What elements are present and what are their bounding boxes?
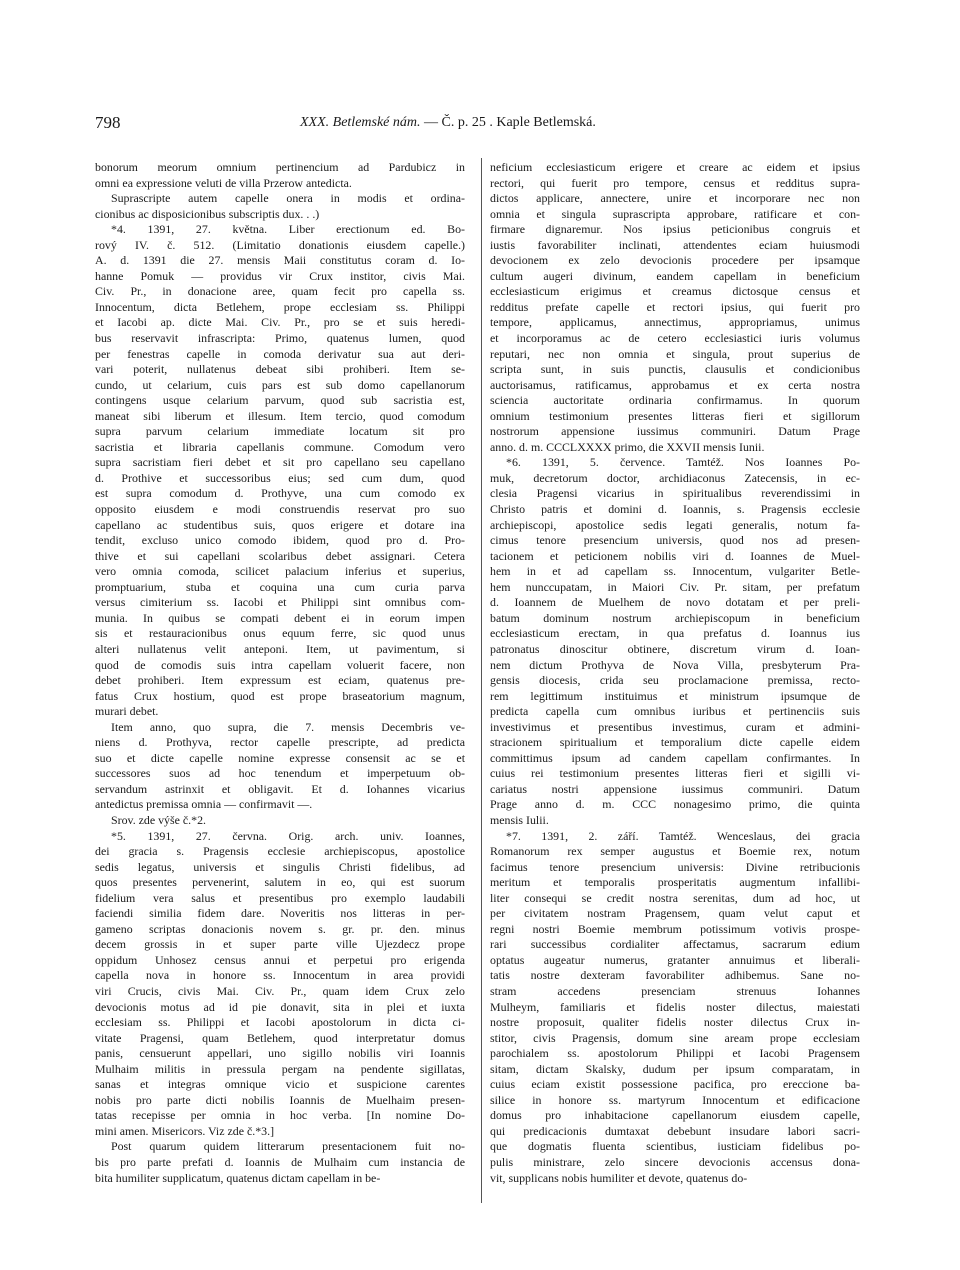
text-line: capellano ac studentibus suis, quos erigere et dotare ina <box>95 517 465 532</box>
text-line: Innocentum, dicta Betlehem, prope ecclesiam ss. Philippi <box>95 299 465 314</box>
text-line: ecclesiasticum erigimus et creamus dictosque census et <box>490 284 860 299</box>
text-line: oppidum Unhosez census annui et perpetui pro erigenda <box>95 952 465 967</box>
left-column <box>95 160 465 1186</box>
text-line: dictos applicare, annectere, unire et incorporare nec non <box>490 191 860 206</box>
text-line: gameno scriptas donacionis novem s. gr. pr. den. minus <box>95 921 465 936</box>
text-line: archiepiscopi, apostolice sedis legati generalis, notum fa- <box>490 517 860 532</box>
text-line: A. d. 1391 die 27. mensis Maii constitutus coram d. Io- <box>95 253 465 268</box>
text-line: dei gracia s. Pragensis ecclesie archiepiscopus, apostolice <box>95 844 465 859</box>
text-line: decem grossis in et super parte ville Ujezdecz prope <box>95 937 465 952</box>
text-line: clesia Pragensi vicarius in spiritualibus reverendissimi in <box>490 486 860 501</box>
text-line: supra sacristiam fieri debet et sit pro capellano seu capellano <box>95 455 465 470</box>
text-line: alteri nullatenus velit anteponi. Item, ut pavimentum, si <box>95 641 465 656</box>
text-line: debet prohiberi. Item expressum est eciam, quatenus pre- <box>95 673 465 688</box>
running-head <box>95 113 865 137</box>
text-line: sacristia et libraria capellanis commune. Comodum vero <box>95 439 465 454</box>
text-line: sedis legatus, universis et singulis Christi fidelibus, ad <box>95 859 465 874</box>
text-line: domus pro inhabitacione capellanorum eiusdem capelle, <box>490 1108 860 1123</box>
text-line: tatas recepisse per omnia in hoc verba. [In nomine Do- <box>95 1108 465 1123</box>
text-line: suo et dicte capelle nomine expresse consensit ac se et <box>95 750 465 765</box>
text-line: mensis Iulii. <box>490 812 549 827</box>
text-line: et incorporamus ac de cetero ecclesiastici iuris volumus <box>490 331 860 346</box>
text-line: antedictus premissa omnia — confirmavit —. <box>95 797 313 812</box>
paragraph <box>95 1139 465 1186</box>
text-line: tacionem et peticionem nobilis viri d. Ioannes de Muel- <box>490 548 860 563</box>
text-line: *7. 1391, 2. září. Tamtéž. Wenceslaus, dei gracia <box>506 828 860 843</box>
text-line: *4. 1391, 27. května. Liber erectionum ed. Bo- <box>111 222 465 237</box>
text-line: rari successibus cordialiter affectamus, sacrarum edium <box>490 937 860 952</box>
text-line: patronatus dinoscitur obtinere, discretum virum d. Ioan- <box>490 641 860 656</box>
text-line: cuius eciam existit possessione pacifica, pro ereccione ba- <box>490 1077 860 1092</box>
text-line: bis pro parte prefati d. Ioannis de Mulhaim cum instancia de <box>95 1155 465 1169</box>
paragraph <box>95 191 465 222</box>
text-line: facimus tenore presencium universis: Divine retribucionis <box>490 859 860 874</box>
text-line: investivimus et presentibus investimus, curam et admini- <box>490 719 860 734</box>
text-line: stitor, civis Pragensis, domum sine aream prope ecclesiam <box>490 1030 860 1045</box>
text-line: qui predicacionis dumtaxat debebunt insudare labori sacri- <box>490 1123 860 1138</box>
column-divider <box>481 158 482 1203</box>
text-line: omnia et singula suprascripta approbare, ratificare et con- <box>490 206 860 221</box>
running-title-italic: XXX. Betlemské nám. <box>300 115 421 130</box>
text-line: hem in et ad capellam ss. Innocentum, vulgariter Betle- <box>490 564 860 579</box>
text-line: successores suos ad hoc tenendum et imperpetuum ob- <box>95 766 465 781</box>
text-line: liter consequi se credit nostra serenitas, dum ad hoc, ut <box>490 890 860 905</box>
text-line: ecclesiam ss. Philippi et Iacobi apostolorum in dicta ci- <box>95 1015 465 1030</box>
text-line: sis et restauracionibus onus equum ferre, sic quod unus <box>95 626 465 641</box>
text-line: d. Ioannem de Muelhem de novo dotatam et per preli- <box>490 595 860 610</box>
text-line: panis, censuerunt appellari, uno sigillo nobilis viri Ioannis <box>95 1046 465 1061</box>
text-line: tempore, applicamus, annectimus, appropriamus, unimus <box>490 315 860 330</box>
paragraph <box>95 829 465 1140</box>
text-line: per fenestras capelle in comoda derivatur sua aut deri- <box>95 346 465 361</box>
paragraph <box>490 160 860 455</box>
text-line: faciendi similia fidem dare. Noveritis nos litteras in per- <box>95 906 465 921</box>
text-line: auctorisamus, ratificamus, approbamus et ex certa nostra <box>490 377 860 392</box>
text-line: maneat sibi liberum et illesum. Item tercio, quod comodum <box>95 408 465 423</box>
text-line: rectori, qui fuerit pro tempore, census et redditus supra- <box>490 175 860 190</box>
text-line: committimus ipsum ad candem capellam confirmantes. In <box>490 750 860 765</box>
text-line: bonorum meorum omnium pertinencium ad Pardubicz in <box>95 160 465 174</box>
text-line: bus reservavit infrascripta: Primo, quatenus lumen, quod <box>95 331 465 346</box>
text-line: vitate Pragensi, quam Betlehem, quod interpretatur domus <box>95 1030 465 1045</box>
text-line: tatis nostre dexteram favorabiliter adhibemus. Sane no- <box>490 968 860 983</box>
running-title-rest: — Č. p. 25 . Kaple Betlemská. <box>420 115 596 130</box>
text-line: omnium testimonium presentes litteras fieri et sigillorum <box>490 408 860 423</box>
text-line: scripta sunt, in suis punctis, clausulis et condicionibus <box>490 362 860 377</box>
text-line: et Iacobi ap. dicte Mai. Civ. Pr., pro se et suis heredi- <box>95 315 465 330</box>
text-line: mini amen. Misericors. Viz zde č.*3.] <box>95 1123 275 1138</box>
text-line: contingens usque celarium parvum, quod sub sacristia est, <box>95 393 465 408</box>
text-line: cionibus ac disposicionibus subscriptis dux. . .) <box>95 206 320 221</box>
text-line: hanne Pomuk — providus vir Crux institor, civis Mai. <box>95 268 465 283</box>
text-line: vit, supplicans nobis humiliter et devote, quatenus do- <box>490 1170 748 1185</box>
text-line: per civitatem nostram Pragensem, quam velut caput et <box>490 906 860 921</box>
text-line: devocionis motus ad id pie donavit, sita in plei et iuxta <box>95 999 465 1014</box>
text-line: cuius rei testimonium presentes litteras fieri et sigilli vi- <box>490 766 860 781</box>
text-line: Civ. Pr., in donacione aree, quam fecit pro capella ss. <box>95 284 465 299</box>
text-line: iustis favorabiliter inclinati, attendentes eciam huiusmodi <box>490 237 860 252</box>
text-line: rový IV. č. 512. (Limitatio donationis eiusdem capelle.) <box>95 237 465 252</box>
text-line: batum dominum nostrum archiepiscopum in beneficium <box>490 610 860 625</box>
text-line: rem legittimum instituimus et ministrum ipsumque de <box>490 688 860 703</box>
page-number: 798 <box>95 113 121 132</box>
text-line: promptuarium, stuba et coquina una cum curia parva <box>95 579 465 594</box>
text-line: nobis pro parte dicti nobilis Ioannis de Muelhaim presen- <box>95 1092 465 1107</box>
text-line: Post quarum quidem litterarum presentacionem fuit no- <box>111 1139 465 1154</box>
paragraph <box>95 720 465 813</box>
text-line: stracionem spiritualium et temporalium dicte capelle eidem <box>490 735 860 750</box>
paragraph <box>95 813 465 829</box>
text-line: cimus tenore presencium universis, quod nos ad presen- <box>490 533 860 548</box>
text-line: fatus Crux hostium, quod est prope braseatorium magnum, <box>95 688 465 703</box>
text-line: silice in honore ss. martyrum Innocentum et edificacione <box>490 1092 860 1107</box>
text-line: quos presentes pervenerint, salutem in eo, qui est suorum <box>95 875 465 890</box>
right-column <box>490 160 860 1186</box>
text-line: firmare dignaremur. Nos ipsius peticionibus congruis et <box>490 222 860 237</box>
text-line: Romanorum rex semper augustus et Boemie rex, notum <box>490 844 860 859</box>
text-line: muk, decretorum doctor, archidiaconus Zatecensis, in ec- <box>490 470 860 485</box>
text-line: gensis diocesis, crida seu proclamacione premissa, recto- <box>490 673 860 688</box>
paragraph <box>490 455 860 828</box>
text-line: hem nunccupatam, in Maiori Civ. Pr. sitam, per prefatum <box>490 579 860 594</box>
text-line: fidelium vera salus et presentibus pro exemplo laudabili <box>95 890 465 905</box>
paragraph <box>490 829 860 1187</box>
text-line: sciencia auctoritate ordinaria confirmamus. In quorum <box>490 393 860 408</box>
text-line: optatus augeatur numerus, gratanter annuimus et liberali- <box>490 952 860 967</box>
text-line: quod de comodis suis intra capellam voluerit facere, non <box>95 657 465 672</box>
paragraph <box>95 222 465 720</box>
text-line: devocionem ex zelo devocionis procedere per ipsamque <box>490 253 860 268</box>
text-line: servandum astrinxit et obligavit. Et d. Iohannes vicarius <box>95 781 465 796</box>
text-line: anno. d. m. CCCLXXXX primo, die XXVII mensis Iunii. <box>490 439 765 454</box>
text-line: Mulhaim militis in pressula pergam na pendente sigillatas, <box>95 1061 465 1076</box>
paragraph <box>95 160 465 191</box>
text-line: Srov. zde výše č.*2. <box>111 812 206 827</box>
text-line: Mulheym, familiaris et fidelis noster dilectus, maiestati <box>490 999 860 1014</box>
text-line: viri Crucis, civis Mai. Civ. Pr., quam idem Crux zelo <box>95 983 465 998</box>
text-line: meritum et temporalis prosperitatis augmentum infallibi- <box>490 875 860 890</box>
text-line: que dogmatis fluenta scientibus, iusticiam fidelibus po- <box>490 1139 860 1154</box>
text-line: versus cimiterium ss. Iacobi et Philippi sint omnibus com- <box>95 595 465 610</box>
text-line: predicta capella cum omnibus iuribus et pertinenciis suis <box>490 704 860 719</box>
text-line: bita humiliter supplicatum, quatenus dictam capellam in be- <box>95 1170 381 1185</box>
text-line: Item anno, quo supra, die 7. mensis Decembris ve- <box>111 719 465 734</box>
text-line: est supra comodum d. Prothyve, una cum comodo ex <box>95 486 465 501</box>
text-line: sitam, dictam Skalsky, dudum per ipsum comparatam, in <box>490 1061 860 1076</box>
text-line: parochialem ss. apostolorum Philippi et Iacobi Pragensem <box>490 1046 860 1061</box>
text-line: d. Prothive et successoribus eius; sed cum dum, quod <box>95 470 465 485</box>
text-line: cultum augeri divinum, eandem capellam in beneficium <box>490 268 860 283</box>
text-line: munia. In quibus se compati debent ei in eorum impen <box>95 610 465 625</box>
text-line: murari debet. <box>95 704 159 719</box>
text-line: ecclesiasticum erectam, in qua prefatus d. Ioannus ius <box>490 626 860 641</box>
text-line: Christo patris et domini d. Ioannis, s. Pragensis ecclesie <box>490 502 860 517</box>
text-line: reputari, nec non omnia et singula, prout superius de <box>490 346 860 361</box>
text-line: nem dictum Prothyva de Nova Villa, presbyterum Pra- <box>490 657 860 672</box>
text-line: regni nostri Boemie membrum potissimum votivis prospe- <box>490 921 860 936</box>
text-line: pulis ministrare, zelo sincere devocionis accensus dona- <box>490 1155 860 1169</box>
text-line: supra parvum celarium immediate locatum sit pro <box>95 424 465 439</box>
running-title <box>300 115 596 131</box>
text-line: stram accedens presenciam strenuus Iohannes <box>490 983 860 998</box>
text-line: *5. 1391, 27. června. Orig. arch. univ. Ioannes, <box>111 828 465 843</box>
text-line: neficium ecclesiasticum erigere et creare ac eidem et ipsius <box>490 160 860 174</box>
text-line: *6. 1391, 5. července. Tamtéž. Nos Ioannes Po- <box>506 455 860 470</box>
text-line: niens d. Prothyva, rector capelle prescripte, ad predicta <box>95 735 465 750</box>
text-line: nostre proposuit, qualiter fidelis noster dilectus Crux in- <box>490 1015 860 1030</box>
text-line: Suprascripte autem capelle onera in modis et ordina- <box>111 191 465 206</box>
text-line: nostrorum appensione iussimus communiri. Datum Prage <box>490 424 860 439</box>
text-line: cariatus nostri appensione iussimus communiri. Datum <box>490 781 860 796</box>
text-line: vero omnia comoda, scilicet palacium inferius et superius, <box>95 564 465 579</box>
text-line: redditus prefate capelle et rectori ipsius, qui fuerit pro <box>490 299 860 314</box>
text-line: tendit, excluso unico comodo ibidem, quod pro d. Pro- <box>95 533 465 548</box>
text-line: vari poterit, nullatenus debeat sibi prohiberi. Item se- <box>95 362 465 377</box>
text-line: opposito eiusdem e modi construendis reservat pro suo <box>95 502 465 517</box>
text-line: thive et sui capellani scolaribus debet assignari. Cetera <box>95 548 465 563</box>
text-line: capella nova in honore ss. Innocentum in area providi <box>95 968 465 983</box>
text-line: Prage anno d. m. CCC nonagesimo primo, die quinta <box>490 797 860 812</box>
text-line: sanas et integras omnique vicio et suspicione carentes <box>95 1077 465 1092</box>
text-line: cundo, ut celarium, cuis pars est sub domo capellanorum <box>95 377 465 392</box>
text-line: omni ea expressione veluti de villa Przerow antedicta. <box>95 175 352 190</box>
